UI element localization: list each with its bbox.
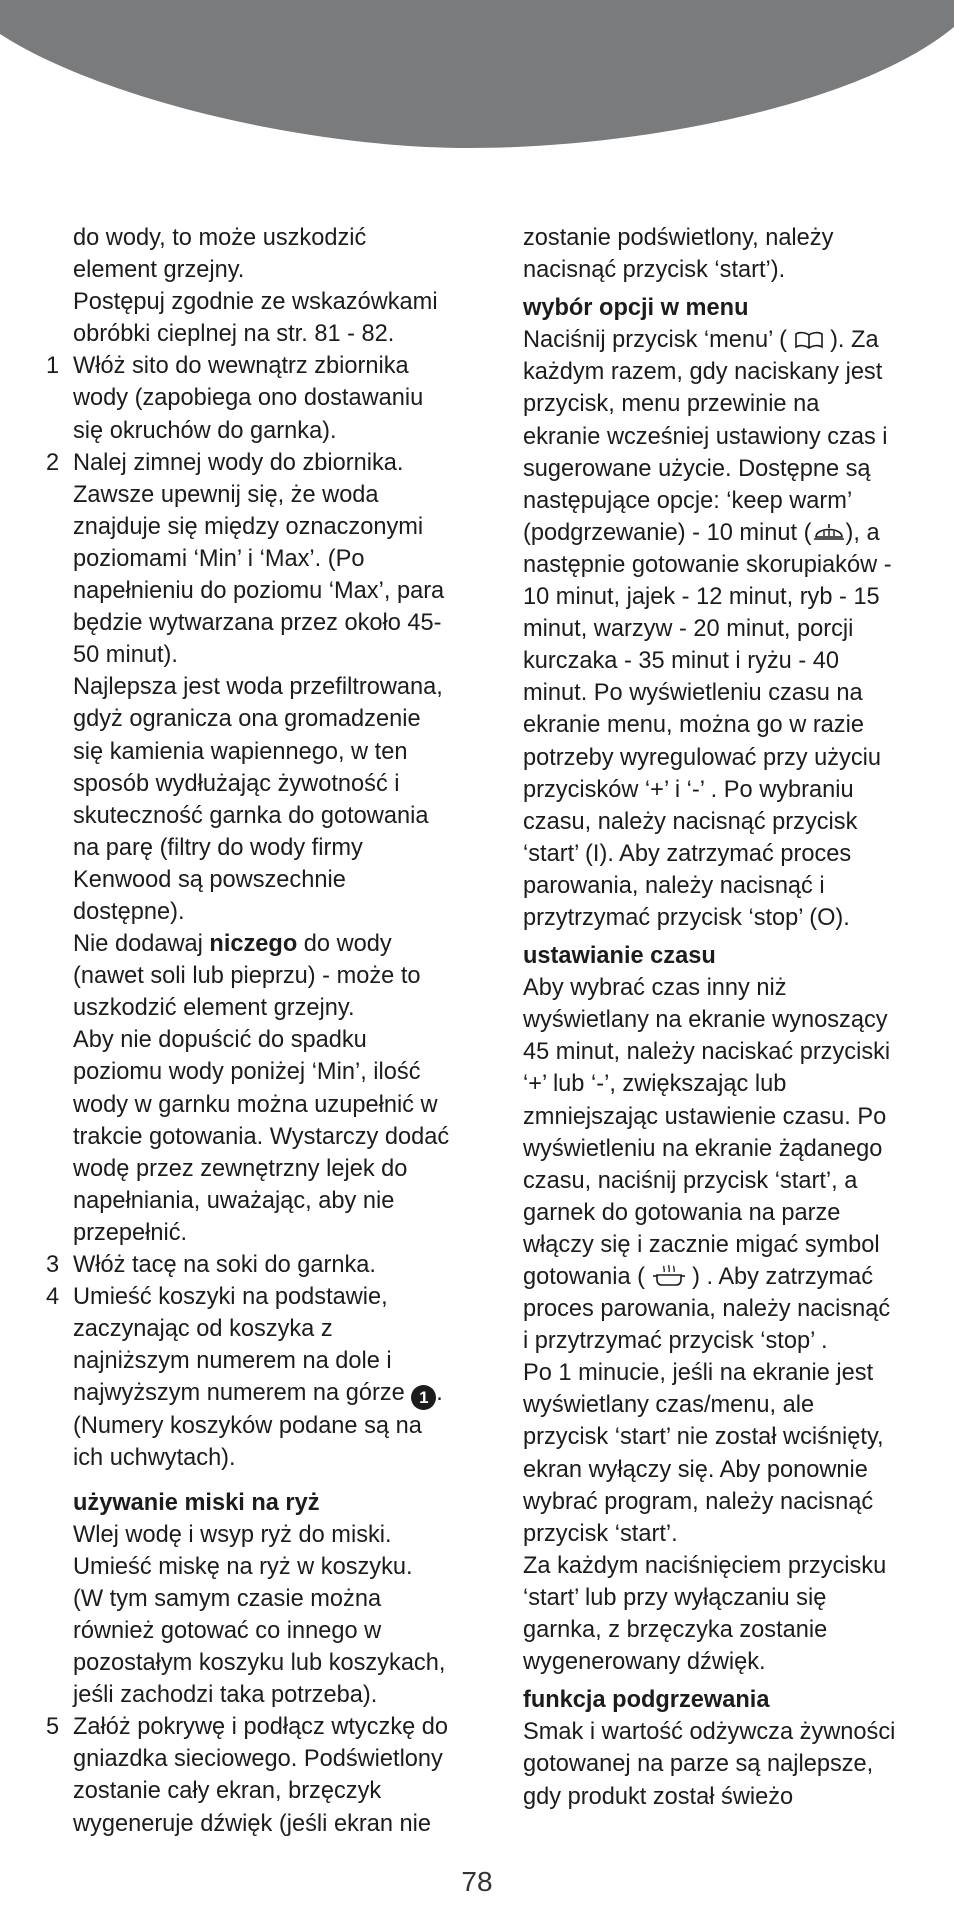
warning-line: Nie dodawaj niczego do wody — [73, 931, 392, 958]
emphasis-text: niczego — [209, 931, 298, 958]
list-number: 1 — [46, 353, 60, 380]
right-column — [523, 222, 933, 1813]
list-number: 4 — [46, 1284, 60, 1311]
list-number: 5 — [46, 1714, 60, 1741]
list-number: 2 — [46, 449, 60, 476]
section-heading: używanie miski na ryż — [73, 1489, 320, 1516]
list-item-1: 1 Włóż sito do wewnątrz zbiornika wody (zapobiega ono dostawaniu się okruchów do garnka). — [46, 350, 466, 446]
section-heading: wybór opcji w menu — [523, 295, 749, 322]
list-item-3: 3 Włóż tacę na soki do garnka. — [46, 1249, 466, 1281]
list-number: 3 — [46, 1252, 60, 1278]
menu-options-section: wybór opcji w menu Naciśnij przycisk ‘menu’ ( ). Za każdym razem, gdy naciskany jest przycisk, menu przewinie na ekranie wcześniej ustawiony czas i sugerowane użycie. Dostępne są następujące opcje: ‘keep warm’ (podgrzewanie) - 10 minut ( ), a następnie gotowanie skorupiaków - 10 minut, jajek - 12 minut, ryb - 15 minut, warzyw - 20 minut, porcji kurczaka - 35 minut i ryżu - 40 minut. Po wyświetleniu czasu na ekranie menu, można go w razie potrzeby wyregulować przy użyciu przycisków ‘+’ i ‘-’ . Po wybraniu czasu, należy nacisnąć przycisk ‘start’ (I). Aby zatrzymać proces parowania, należy nacisnąć i przytrzymać przycisk ‘stop’ (O). — [523, 292, 933, 934]
section-heading: funkcja podgrzewania — [523, 1687, 770, 1714]
time-setting-section: ustawianie czasu Aby wybrać czas inny niż wyświetlany na ekranie wynoszący 45 minut, należy naciskać przyciski ‘+’ lub ‘-’, zwiększając lub zmniejszając ustawienie czasu. Po wyświetleniu na ekranie żądanego czasu, naciśnij przycisk ‘start’, a garnek do gotowania na parze włączy się i zacznie migać symbol gotowania ( ) . Aby zatrzymać proces parowania, należy nacisnąć i przytrzymać przycisk ‘stop’ . Po 1 minucie, jeśli na ekranie jest wyświetlany czas/menu, ale przycisk ‘start’ nie został wciśnięty, ekran wyłączy się. Aby ponownie wybrać program, należy nacisnąć przycisk ‘start’. Za każdym naciśnięciem przycisku ‘start’ lub przy wyłączaniu się garnka, z brzęczyka zostanie wygenerowany dźwięk. — [523, 940, 933, 1678]
rice-bowl-section: używanie miski na ryż Wlej wodę i wsyp ryż do miski. Umieść miskę na ryż w koszyku. (W tym samym czasie można również gotować co innego w pozostałym koszyku lub koszykach, jeśli zachodzi taka potrzeba). — [46, 1487, 466, 1712]
list-item-2: 2 Nalej zimnej wody do zbiornika. Zawsze upewnij się, że woda znajduje się między oznaczonymi poziomami ‘Min’ i ‘Max’. (Po napełnieniu do poziomu ‘Max’, para będzie wytwarzana przez około 45- 50 minut). Najlepsza jest woda przefiltrowana, gdyż ogranicza ona gromadzenie się kamienia wapiennego, w ten sposób wydłużając żywotność i skuteczność garnka do gotowania na parę (filtry do wody firmy Kenwood są powszechnie dostępne). Nie dodawaj niczego do wody (nawet soli lub pieprzu) - może to uszkodzić element grzejny. Aby nie dopuścić do spadku poziomu wody poniżej ‘Min’, ilość wody w garnku można uzupełnić w trakcie gotowania. Wystarczy dodać wodę przez zewnętrzny lejek do napełniania, uważając, aby nie przepełnić. — [46, 447, 466, 1249]
cooking-pot-icon — [652, 1263, 686, 1287]
header-wave-decoration — [0, 0, 954, 160]
left-column — [46, 222, 466, 1840]
steam-dome-icon — [812, 519, 846, 543]
page-number: 78 — [461, 1866, 493, 1897]
continued-paragraph: zostanie podświetlony, należy nacisnąć przycisk ‘start’). — [523, 225, 834, 284]
book-icon — [794, 330, 824, 350]
section-heading: ustawianie czasu — [523, 943, 716, 970]
list-item-4: 4 Umieść koszyki na podstawie, zaczynając od koszyka z najniższym numerem na dole i najwyższym numerem na górze 1 . (Numery koszyków podane są na ich uchwytach). — [46, 1281, 466, 1474]
continued-paragraph: do wody, to może uszkodzić element grzejny. Postępuj zgodnie ze wskazówkami obróbki cieplnej na str. 81 - 82. — [73, 225, 438, 348]
keep-warm-section: funkcja podgrzewania Smak i wartość odżywcza żywności gotowanej na parze są najlepsze, gdy produkt został świeżo — [523, 1684, 933, 1812]
figure-number-badge: 1 — [411, 1385, 436, 1410]
list-item-5: 5 Załóż pokrywę i podłącz wtyczkę do gniazdka sieciowego. Podświetlony zostanie cały ekran, brzęczyk wygeneruje dźwięk (jeśli ekran nie — [46, 1711, 466, 1839]
